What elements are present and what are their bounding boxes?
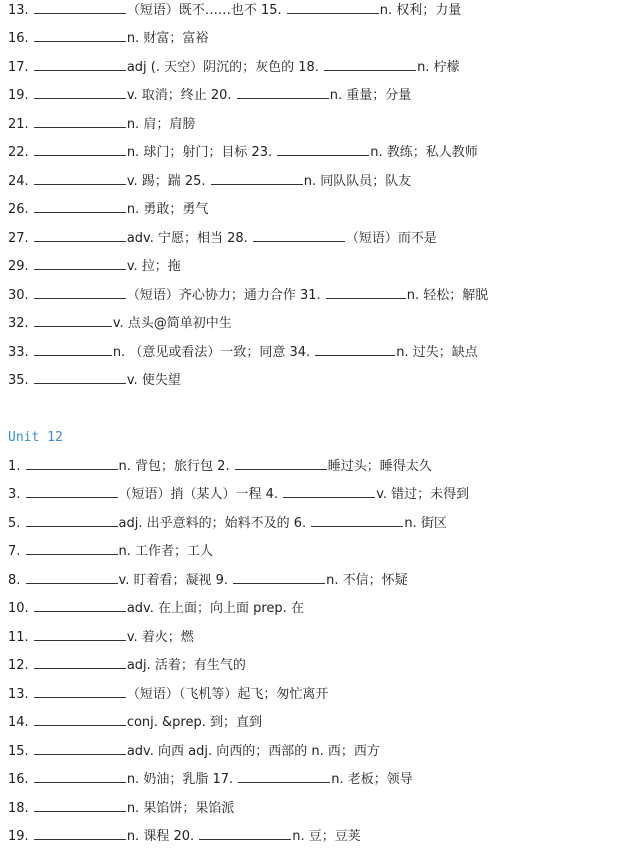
item-number: 14. (8, 715, 33, 730)
answer-blank[interactable] (34, 655, 126, 669)
item-number: 30. (8, 288, 33, 303)
answer-blank[interactable] (253, 228, 345, 242)
answer-blank[interactable] (34, 256, 126, 270)
answer-blank[interactable] (199, 826, 291, 840)
answer-blank[interactable] (26, 484, 118, 498)
item-definition: n. 街区 (404, 516, 447, 531)
vocab-line (8, 199, 636, 221)
item-number: 32. (8, 316, 33, 331)
item-definition: n. 背包；旅行包 2. (118, 459, 234, 474)
answer-blank[interactable] (34, 114, 126, 128)
item-number: 10. (8, 601, 33, 616)
item-definition: adj. 活着；有生气的 (126, 658, 246, 673)
item-definition: adv. 在上面；向上面 prep. 在 (126, 601, 304, 616)
answer-blank[interactable] (34, 684, 126, 698)
answer-blank[interactable] (34, 285, 126, 299)
answer-blank[interactable] (34, 142, 126, 156)
item-definition: v. 踢；踹 25. (126, 174, 210, 189)
item-number: 11. (8, 630, 33, 645)
item-number: 35. (8, 373, 33, 388)
vocab-line (8, 684, 636, 706)
answer-blank[interactable] (311, 513, 403, 527)
answer-blank[interactable] (34, 342, 112, 356)
item-number: 16. (8, 772, 33, 787)
vocab-line (8, 285, 636, 307)
vocab-line (8, 456, 636, 478)
item-number: 1. (8, 459, 25, 474)
answer-blank[interactable] (34, 627, 126, 641)
answer-blank[interactable] (34, 798, 126, 812)
item-definition: adj (. 天空）阴沉的；灰色的 18. (126, 60, 324, 75)
item-number: 27. (8, 231, 33, 246)
answer-blank[interactable] (26, 513, 118, 527)
answer-blank[interactable] (315, 342, 395, 356)
item-definition: n. 柠檬 (417, 60, 460, 75)
answer-blank[interactable] (34, 370, 126, 384)
item-number: 22. (8, 145, 33, 160)
answer-blank[interactable] (34, 28, 126, 42)
vocab-line (8, 741, 636, 763)
vocab-line (8, 370, 636, 392)
answer-blank[interactable] (34, 57, 126, 71)
item-definition: n. 同队队员；队友 (303, 174, 412, 189)
item-definition: （短语）捎（某人）一程 4. (118, 487, 283, 502)
vocab-line (8, 826, 636, 848)
item-definition: n. 权利；力量 (379, 3, 462, 18)
item-number: 24. (8, 174, 33, 189)
item-definition: n. 工作者；工人 (118, 544, 214, 559)
answer-blank[interactable] (34, 598, 126, 612)
answer-blank[interactable] (287, 0, 379, 14)
vocab-line (8, 228, 636, 250)
answer-blank[interactable] (34, 769, 126, 783)
vocab-line (8, 655, 636, 677)
item-definition: conj. &prep. 到；直到 (126, 715, 262, 730)
vocab-line (8, 256, 636, 278)
item-definition: v. 拉；拖 (126, 259, 181, 274)
item-number: 19. (8, 829, 33, 844)
item-definition: v. 点头@简单初中生 (112, 316, 232, 331)
item-definition: n. 豆；豆荚 (292, 829, 361, 844)
vocab-line (8, 769, 636, 791)
item-definition: n. （意见或看法）一致；同意 34. (112, 345, 315, 360)
item-definition: （短语）既不……也不 15. (126, 3, 286, 18)
vocab-line (8, 57, 636, 79)
vocab-line (8, 114, 636, 136)
item-definition: v. 使失望 (126, 373, 181, 388)
item-definition: 睡过头；睡得太久 (327, 459, 432, 474)
answer-blank[interactable] (34, 85, 126, 99)
item-definition: n. 财富；富裕 (126, 31, 209, 46)
vocab-line (8, 570, 636, 592)
vocab-line (8, 627, 636, 649)
item-number: 17. (8, 60, 33, 75)
answer-blank[interactable] (238, 769, 330, 783)
vocab-line (8, 598, 636, 620)
item-definition: （短语）（飞机等）起飞；匆忙离开 (126, 687, 329, 702)
answer-blank[interactable] (235, 456, 327, 470)
answer-blank[interactable] (34, 712, 126, 726)
item-definition: n. 球门；射门；目标 23. (126, 145, 277, 160)
answer-blank[interactable] (277, 142, 369, 156)
item-definition: n. 重量；分量 (329, 88, 412, 103)
item-number: 26. (8, 202, 33, 217)
item-definition: n. 教练；私人教师 (370, 145, 478, 160)
vocab-line (8, 712, 636, 734)
vocab-line (8, 85, 636, 107)
vocab-line (8, 513, 636, 535)
item-number: 8. (8, 573, 25, 588)
answer-blank[interactable] (237, 85, 329, 99)
item-definition: v. 着火；燃 (126, 630, 194, 645)
item-definition: n. 课程 20. (126, 829, 199, 844)
answer-blank[interactable] (324, 57, 416, 71)
item-number: 15. (8, 744, 33, 759)
vocab-line (8, 0, 636, 22)
item-definition: n. 不信；怀疑 (326, 573, 408, 588)
vocab-line (8, 28, 636, 50)
item-definition: n. 老板；领导 (331, 772, 413, 787)
item-definition: v. 错过；未得到 (376, 487, 470, 502)
item-definition: n. 勇敢；勇气 (126, 202, 209, 217)
answer-blank[interactable] (34, 0, 126, 14)
item-definition: v. 盯着看；凝视 9. (118, 573, 233, 588)
vocab-line (8, 541, 636, 563)
answer-blank[interactable] (34, 741, 126, 755)
answer-blank[interactable] (26, 456, 118, 470)
item-number: 16. (8, 31, 33, 46)
answer-blank[interactable] (34, 313, 112, 327)
item-number: 33. (8, 345, 33, 360)
item-number: 29. (8, 259, 33, 274)
answer-blank[interactable] (326, 285, 406, 299)
item-number: 13. (8, 3, 33, 18)
item-number: 5. (8, 516, 25, 531)
answer-blank[interactable] (26, 570, 118, 584)
answer-blank[interactable] (34, 228, 126, 242)
vocab-line (8, 313, 636, 335)
vocab-line (8, 142, 636, 164)
item-number: 19. (8, 88, 33, 103)
item-definition: n. 轻松；解脱 (406, 288, 489, 303)
unit-heading: Unit 12 (8, 430, 63, 445)
vocab-line (8, 342, 636, 364)
item-number: 13. (8, 687, 33, 702)
answer-blank[interactable] (211, 171, 303, 185)
item-number: 18. (8, 801, 33, 816)
item-definition: adv. 向西 adj. 向西的；西部的 n. 西；西方 (126, 744, 380, 759)
item-number: 7. (8, 544, 25, 559)
vocab-line (8, 484, 636, 506)
item-definition: n. 果馅饼；果馅派 (126, 801, 235, 816)
answer-blank[interactable] (34, 171, 126, 185)
item-definition: n. 奶油；乳脂 17. (126, 772, 238, 787)
answer-blank[interactable] (34, 826, 126, 840)
item-definition: adv. 宁愿；相当 28. (126, 231, 252, 246)
answer-blank[interactable] (283, 484, 375, 498)
vocab-line (8, 171, 636, 193)
item-number: 3. (8, 487, 25, 502)
item-definition: n. 肩；肩膀 (126, 117, 196, 132)
item-definition: （短语）而不是 (345, 231, 437, 246)
item-number: 12. (8, 658, 33, 673)
item-definition: adj. 出乎意料的；始料不及的 6. (118, 516, 311, 531)
item-number: 21. (8, 117, 33, 132)
answer-blank[interactable] (26, 541, 118, 555)
vocab-line (8, 798, 636, 820)
item-definition: v. 取消；终止 20. (126, 88, 236, 103)
answer-blank[interactable] (233, 570, 325, 584)
item-definition: n. 过失；缺点 (396, 345, 478, 360)
answer-blank[interactable] (34, 199, 126, 213)
item-definition: （短语）齐心协力；通力合作 31. (126, 288, 325, 303)
